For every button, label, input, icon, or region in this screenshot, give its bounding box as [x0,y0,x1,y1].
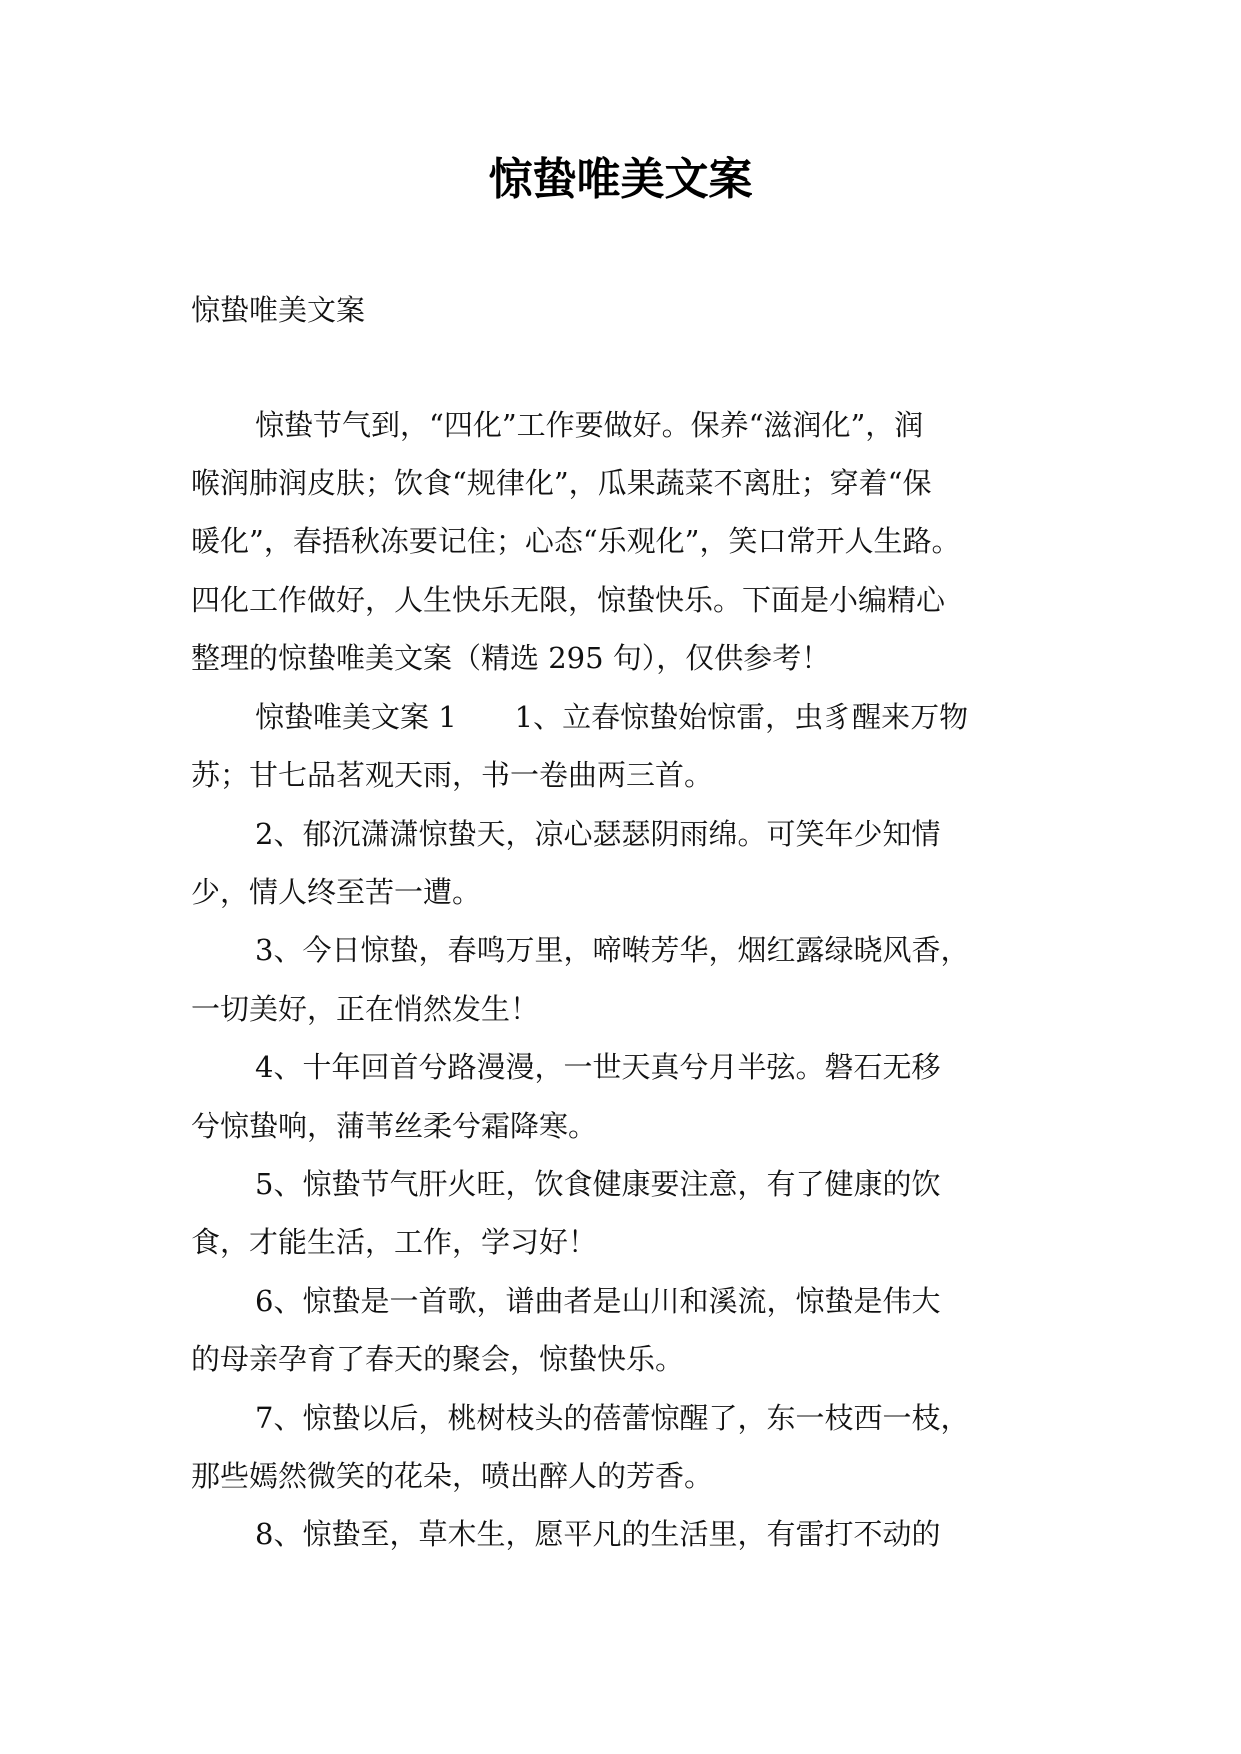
body-line: 喉润肺润皮肤；饮食“规律化”，瓜果蔬菜不离肚；穿着“保 [191,466,932,500]
list-item-line: 4、十年回首兮路漫漫，一世天真兮月半弦。磐石无移 [255,1050,941,1084]
list-item-line: 食，才能生活，工作，学习好！ [191,1225,598,1259]
list-item-line: 兮惊蛰响，蒲苇丝柔兮霜降寒。 [191,1109,598,1143]
list-item-line: 8、惊蛰至，草木生，愿平凡的生活里，有雷打不动的 [255,1517,941,1551]
list-item-line: 少，情人终至苦一遭。 [191,875,482,909]
body-line: 四化工作做好，人生快乐无限，惊蛰快乐。下面是小编精心 [191,583,946,617]
list-item-line: 的母亲孕育了春天的聚会，惊蛰快乐。 [191,1342,685,1376]
list-item-line: 5、惊蛰节气肝火旺，饮食健康要注意，有了健康的饮 [255,1167,941,1201]
list-item-line: 惊蛰唯美文案 1 1、立春惊蛰始惊雷，虫豸醒来万物 [255,700,969,734]
document-subtitle: 惊蛰唯美文案 [191,293,366,327]
list-item-line: 3、今日惊蛰，春鸣万里，啼啭芳华，烟红露绿晓风香， [255,933,970,967]
body-line: 暖化”，春捂秋冻要记住；心态“乐观化”，笑口常开人生路。 [191,524,961,558]
list-item-line: 那些嫣然微笑的花朵，喷出醉人的芳香。 [191,1459,714,1493]
list-item-line: 7、惊蛰以后，桃树枝头的蓓蕾惊醒了，东一枝西一枝， [255,1401,970,1435]
list-item-line: 6、惊蛰是一首歌，谱曲者是山川和溪流，惊蛰是伟大 [255,1284,941,1318]
body-line: 整理的惊蛰唯美文案（精选 295 句），仅供参考！ [191,641,831,675]
body-line: 惊蛰节气到，“四化”工作要做好。保养“滋润化”，润 [255,408,924,442]
list-item-line: 2、郁沉潇潇惊蛰天，凉心瑟瑟阴雨绵。可笑年少知情 [255,817,941,851]
document-title: 惊蛰唯美文案 [488,154,753,205]
list-item-line: 一切美好，正在悄然发生！ [191,992,540,1026]
list-item-line: 苏；甘七品茗观天雨，书一卷曲两三首。 [191,758,714,792]
